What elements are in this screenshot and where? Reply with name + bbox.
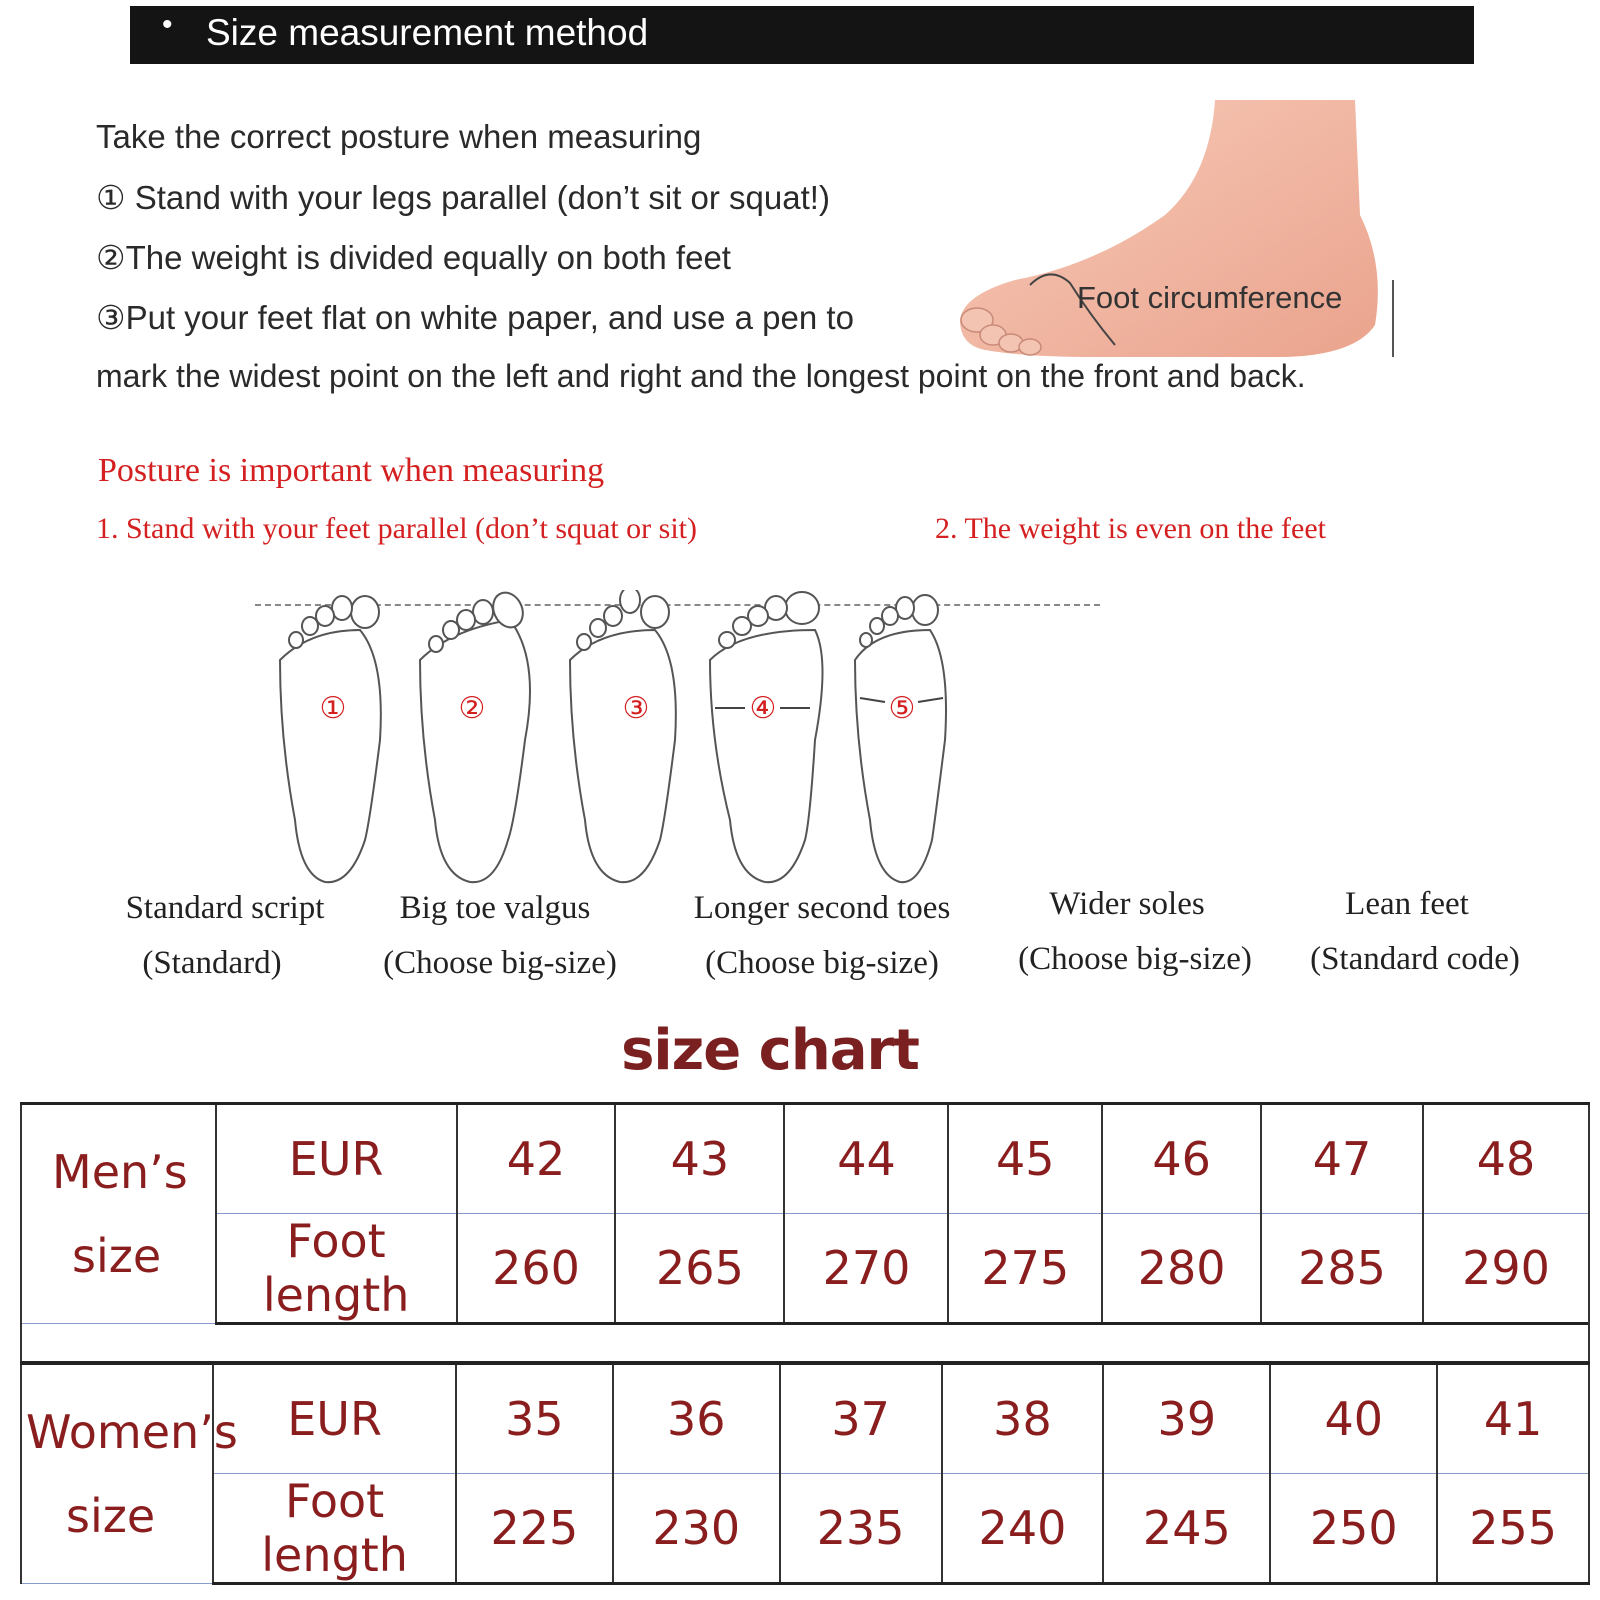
foot-number-2: ② (458, 691, 486, 726)
mens-size-label: Men’s size (21, 1104, 216, 1324)
mens-length-cell: 280 (1102, 1214, 1261, 1324)
womens-length-cell: 245 (1103, 1474, 1270, 1584)
womens-eur-cell: 36 (613, 1364, 780, 1474)
foot-type-advice-3: (Choose big-size) (705, 945, 939, 981)
mens-eur-cell: 43 (615, 1104, 784, 1214)
foot-number-3: ③ (622, 691, 650, 726)
mens-eur-cell: 42 (457, 1104, 616, 1214)
posture-title: Posture is important when measuring (98, 452, 605, 489)
bullet-icon: • (162, 8, 173, 41)
intro-line-4: ③Put your feet flat on white paper, and use a pen to (96, 299, 854, 336)
intro-line-5: mark the widest point on the left and right and the longest point on the front and back. (96, 358, 1306, 394)
foot-type-name-5: Lean feet (1345, 886, 1469, 922)
foot-type-advice-2: (Choose big-size) (383, 945, 617, 981)
womens-size-label: Women’s size (21, 1364, 213, 1584)
mens-length-cell: 270 (784, 1214, 948, 1324)
foot-type-name-2: Big toe valgus (399, 890, 591, 926)
mens-length-cell: 285 (1261, 1214, 1423, 1324)
mens-eur-cell: 48 (1423, 1104, 1589, 1214)
womens-length-cell: 225 (456, 1474, 613, 1584)
foot-type-advice-1: (Standard) (142, 945, 282, 981)
mens-size-table (20, 1102, 1590, 1325)
womens-length-cell: 240 (942, 1474, 1104, 1584)
womens-length-cell: 250 (1270, 1474, 1437, 1584)
foot-photo-illustration (955, 95, 1425, 375)
foot-number-1: ① (319, 691, 347, 726)
mens-length-cell: 260 (457, 1214, 616, 1324)
womens-eur-cell: 38 (942, 1364, 1104, 1474)
intro-line-1: Take the correct posture when measuring (96, 118, 702, 155)
womens-length-label: Foot length (213, 1474, 456, 1584)
mens-length-cell: 265 (615, 1214, 784, 1324)
mens-length-cell: 275 (948, 1214, 1102, 1324)
mens-eur-label: EUR (216, 1104, 457, 1214)
mens-eur-cell: 45 (948, 1104, 1102, 1214)
intro-line-3: ②The weight is divided equally on both feet (96, 239, 731, 276)
mens-length-cell: 290 (1423, 1214, 1589, 1324)
section-title: Size measurement method (206, 12, 649, 53)
foot-outline-2 (420, 590, 530, 882)
size-chart-title: size chart (621, 1018, 919, 1083)
posture-point-2: 2. The weight is even on the feet (935, 512, 1326, 545)
foot-number-4: ④ (749, 691, 777, 726)
foot-type-advice-4: (Choose big-size) (1018, 941, 1252, 977)
foot-type-advice-5: (Standard code) (1310, 941, 1520, 977)
womens-eur-cell: 37 (780, 1364, 942, 1474)
section-header (130, 6, 1474, 64)
intro-line-2: ① Stand with your legs parallel (don’t sit or squat!) (96, 179, 830, 216)
womens-length-cell: 235 (780, 1474, 942, 1584)
foot-outline-3 (570, 590, 676, 882)
mens-eur-cell: 47 (1261, 1104, 1423, 1214)
mens-eur-cell: 44 (784, 1104, 948, 1214)
foot-outline-1 (280, 596, 381, 882)
foot-type-name-3: Longer second toes (693, 890, 951, 926)
womens-eur-cell: 41 (1437, 1364, 1589, 1474)
foot-type-name-1: Standard script (125, 890, 325, 926)
womens-eur-cell: 39 (1103, 1364, 1270, 1474)
womens-size-table (20, 1362, 1590, 1585)
mens-eur-cell: 46 (1102, 1104, 1261, 1214)
mens-length-label: Foot length (216, 1214, 457, 1324)
foot-outline-4 (710, 592, 823, 882)
womens-eur-label: EUR (213, 1364, 456, 1474)
posture-point-1: 1. Stand with your feet parallel (don’t squat or sit) (96, 512, 697, 545)
womens-length-cell: 255 (1437, 1474, 1589, 1584)
womens-eur-cell: 35 (456, 1364, 613, 1474)
foot-number-5: ⑤ (888, 691, 916, 726)
womens-length-cell: 230 (613, 1474, 780, 1584)
foot-outline-5 (855, 595, 946, 882)
foot-types-illustration (270, 590, 990, 900)
foot-type-name-4: Wider soles (1049, 886, 1205, 922)
womens-eur-cell: 40 (1270, 1364, 1437, 1474)
table-spacer-row (20, 1315, 1590, 1364)
foot-circumference-label: Foot circumference (1077, 280, 1343, 315)
